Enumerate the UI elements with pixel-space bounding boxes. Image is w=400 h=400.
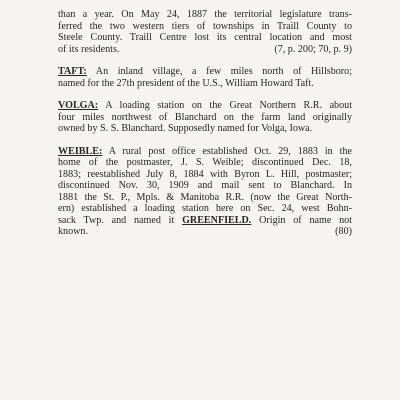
text-line: 1881 the St. P., Mpls. & Manitoba R.R. (now the Great North- — [58, 191, 352, 203]
entry-weible — [58, 146, 352, 238]
text-line: 1883; reestablished July 8, 1884 with Byron L. Hill, postmaster; — [58, 168, 352, 180]
continuation-paragraph — [58, 9, 352, 55]
text-fragment: Origin of name not — [251, 214, 352, 226]
text-line: Steele County. Traill Centre lost its central location and most — [58, 32, 352, 43]
entry-heading: VOLGA: — [58, 100, 99, 111]
text-fragment: known. — [58, 226, 89, 237]
text-line — [58, 66, 352, 78]
text-line: ern) established a loading station here on Sec. 24, west Bohn- — [58, 203, 352, 214]
text-fragment: A rural post office established Oct. 29, 1883 in the — [102, 145, 352, 157]
cross-reference: GREENFIELD. — [182, 214, 252, 226]
entry-volga — [58, 100, 352, 135]
text-fragment: An inland village, a few miles north of Hillsboro; — [86, 66, 352, 77]
entry-heading: TAFT: — [58, 66, 87, 77]
text-line-last — [58, 44, 352, 56]
text-line: home of the postmaster, J. S. Weible; discontinued Dec. 18, — [58, 157, 352, 168]
source-reference: (7, p. 200; 70, p. 9) — [274, 43, 352, 55]
text-fragment: A loading station on the Great Northern R.R. about — [98, 100, 352, 111]
text-line: four miles northwest of Blanchard on the farm land originally — [58, 111, 352, 123]
text-line — [58, 100, 352, 112]
source-reference: (80) — [335, 226, 352, 237]
text-line: ferred the two western tiers of townships in Traill County to — [58, 20, 352, 32]
text-line — [58, 146, 352, 158]
entry-taft — [58, 66, 352, 89]
text-line: named for the 27th president of the U.S., William Howard Taft. — [58, 77, 314, 89]
text-line: discontinued Nov. 30, 1909 and mail sent to Blanchard. In — [58, 180, 352, 191]
text-line — [58, 215, 352, 227]
text-line: than a year. On May 24, 1887 the territorial legislature trans- — [58, 9, 352, 20]
text-fragment: sack Twp. and named it — [58, 214, 183, 226]
text-fragment: of its residents. — [58, 43, 120, 55]
text-line: owned by S. S. Blanchard. Supposedly named for Volga, Iowa. — [58, 123, 313, 134]
text-line-last — [58, 226, 352, 238]
entry-heading: WEIBLE: — [58, 145, 103, 157]
